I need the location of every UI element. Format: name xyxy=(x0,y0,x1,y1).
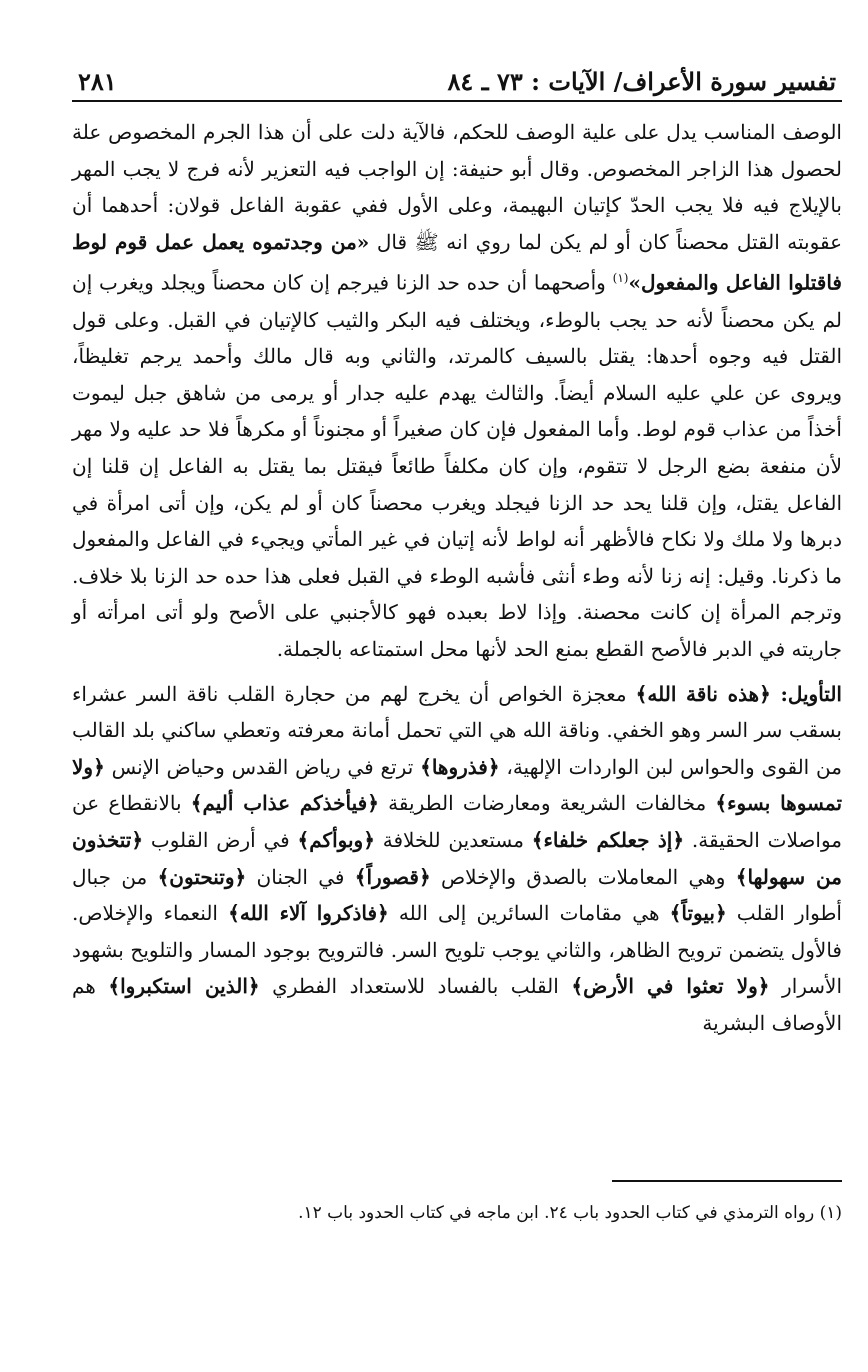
running-header xyxy=(72,60,842,102)
text-segment: هي مقامات السائرين إلى الله xyxy=(388,901,670,926)
footnote-marker: (١) xyxy=(612,271,629,286)
text-segment: بالانقطاع عن مواصلات الحقيقة. xyxy=(72,791,842,852)
quran-quote: ﴿فاذكروا آلاء الله﴾ xyxy=(228,901,389,926)
paragraph-fiqh xyxy=(72,114,842,668)
text-segment: في الجنان xyxy=(246,864,355,889)
text-segment: مستعدين للخلافة xyxy=(374,827,532,852)
quran-quote: ﴿تتخذون من سهولها﴾ xyxy=(72,827,842,889)
footnote: (١) رواه الترمذي في كتاب الحدود باب ٢٤. ابن ماجه في كتاب الحدود باب ١٢. xyxy=(298,1203,842,1223)
text-segment: ترتع في رياض القدس وحياض الإنس xyxy=(104,754,421,779)
quran-quote: ﴿فيأخذكم عذاب أليم﴾ xyxy=(190,791,379,816)
text-segment: في أرض القلوب xyxy=(143,827,298,852)
text-segment: مخالفات الشريعة ومعارضات الطريقة xyxy=(378,791,716,816)
footnote-divider xyxy=(612,1180,842,1182)
quran-quote: ﴿فذروها﴾ xyxy=(420,754,500,779)
text-segment: هم الأوصاف البشرية xyxy=(72,974,842,1035)
main-text xyxy=(72,114,842,1042)
quran-quote: ﴿الذين استكبروا﴾ xyxy=(108,974,260,999)
text-segment: القلب بالفساد للاستعداد الفطري xyxy=(259,974,572,999)
quran-quote: ﴿إذ جعلكم خلفاء﴾ xyxy=(531,827,685,852)
text-segment: وهي المعاملات بالصدق والإخلاص xyxy=(430,864,736,889)
header-title: تفسير سورة الأعراف/ الآيات : ٧٣ ـ ٨٤ xyxy=(447,67,836,96)
text-segment: معجزة الخواص أن يخرج لهم من حجارة القلب ناقة السر عشراء بسقب سر السر وهو الخفي. وناقة الله هي التي تحمل أمانة معرفته وتعطي ساكني بلد القالب من القوى والحواس لبن الواردات الإلهية، xyxy=(72,681,842,779)
page-number: ٢٨١ xyxy=(78,67,117,96)
quran-quote: ﴿ولا تمسوها بسوء﴾ xyxy=(72,754,843,816)
section-lead: التأويل: xyxy=(770,681,842,706)
text-segment: وأصحهما أن حده حد الزنا فيرجم إن كان محصناً ويجلد ويغرب إن لم يكن محصناً لأنه حد يجب بالوطء، ويختلف فيه البكر والثيب كالإتيان في القبل. وعلى قول القتل فيه وجوه أحدها: يقتل بالسيف كالمرتد، والثاني وبه قال مالك وأحمد يرجم تغليظاً، ويروى عن علي عليه السلام أيضاً. والثالث يهدم عليه جدار أو يرمى من شاهق جبل ليموت أخذاً من عذاب قوم لوط. وأما المفعول فإن كان صغيراً أو مجنوناً أو مكرهاً فلا حد عليه ولا مهر لأن منفعة بضع الرجل لا تتقوم، وإن كان مكلفاً طائعاً فيقتل بما يقتل به الفاعل إن قلنا إن الفاعل يقتل، وإن قلنا يحد حد الزنا فيجلد ويغرب محصناً كان أو لم يكن، وإن أتى امرأة في دبرها ولا ملك ولا نكاح فالأظهر أنه لواط لأنه إتيان في غير المأتي ويجيء في الفاعل والمفعول ما ذكرنا. وقيل: إنه زنا لأنه وطء أنثى فأشبه الوطء في القبل فعلى هذا حده حد الزنا بلا خلاف. وترجم المرأة إن كانت محصنة. وإذا لاط بعبده فهو كالأجنبي على الأصح ولو أتى امرأته أو جاريته في الدبر فالأصح القطع بمنع الحد لأنها محل استمتاعه بالجملة. xyxy=(72,271,843,661)
document-page xyxy=(72,60,842,1350)
hadith-quote: «من وجدتموه يعمل عمل قوم لوط فاقتلوا الفاعل والمفعول» xyxy=(72,229,842,296)
text-segment: النعماء والإخلاص. فالأول يتضمن ترويح الظاهر، والثاني يوجب تلويح السر. فالترويح بوجود المسار والتلويح بشهود الأسرار xyxy=(72,901,843,999)
paragraph-tawil xyxy=(72,676,842,1042)
quran-quote: ﴿قصوراً﴾ xyxy=(354,864,431,889)
quran-quote: ﴿وتنحتون﴾ xyxy=(157,864,247,889)
quran-quote: ﴿هذه ناقة الله﴾ xyxy=(635,681,771,706)
quran-quote: ﴿وبوأكم﴾ xyxy=(297,827,375,852)
text-segment: الوصف المناسب يدل على علية الوصف للحكم، فالآية دلت على أن هذا الجرم المخصوص علة لحصول هذا الزاجر المخصوص. وقال أبو حنيفة: إن الواجب فيه التعزير لأنه فرج لا يجب المهر بالإيلاج فيه فلا يجب الحدّ كإتيان البهيمة، وعلى الأول ففي عقوبة الفاعل قولان: أحدهما أن عقوبته القتل محصناً كان أو لم يكن لما روي انه ﷺ قال xyxy=(72,120,842,254)
quran-quote: ﴿بيوتاً﴾ xyxy=(669,901,727,926)
quran-quote: ﴿ولا تعثوا في الأرض﴾ xyxy=(571,974,770,999)
text-segment: من جبال أطوار القلب xyxy=(72,864,842,926)
